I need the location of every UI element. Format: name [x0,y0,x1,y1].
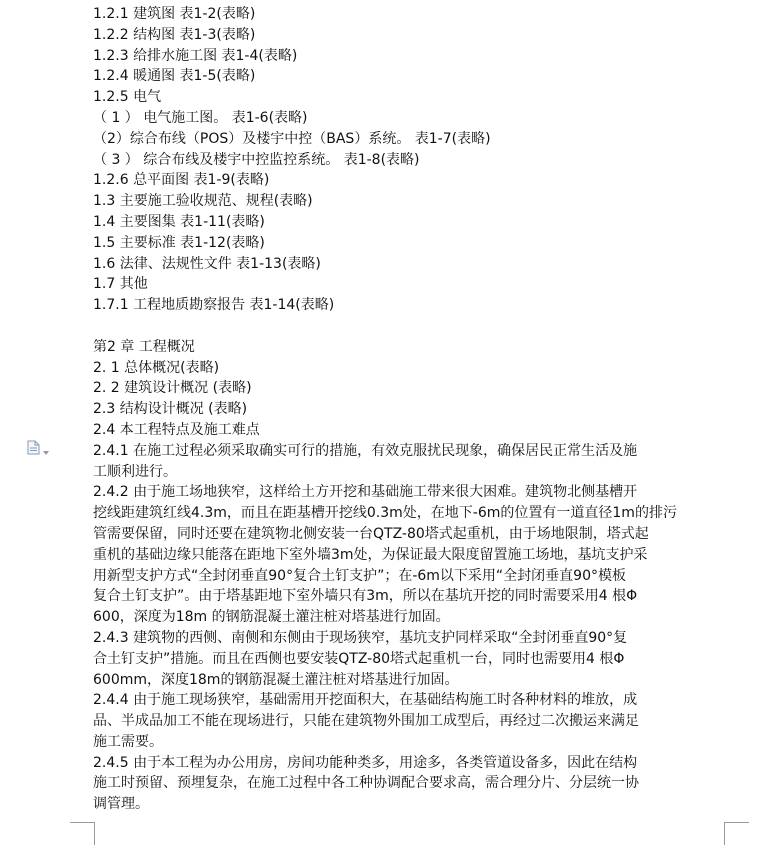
text-line: 1.4 主要图集 表1-11(表略) [93,213,265,230]
text-line: 2. 2 建筑设计概况 (表略) [93,380,252,397]
blank-line [93,316,733,337]
text-line: 1.2.2 结构图 表1-3(表略) [93,26,256,43]
text-line: 600mm，深度18m的钢筋混凝土灌注桩对塔基进行加固。 [93,671,459,688]
text-line: 1.2.4 暖通图 表1-5(表略) [93,68,256,85]
text-line: 2.4.2 由于施工场地狭窄，这样给土方开挖和基础施工带来很大困难。建筑物北侧基槽开 [93,484,638,501]
text-line: 复合土钉支护”。由于塔基距地下室外墙只有3m，所以在基坑开挖的同时需要采用4 根Φ [93,588,638,605]
text-line: 2.4.5 由于本工程为办公用房，房间功能种类多，用途多，各类管道设备多，因此在结构 [93,754,638,771]
crop-mark-left [70,822,95,845]
text-line: 600，深度为18m 的钢筋混凝土灌注桩对塔基进行加固。 [93,609,450,626]
crop-mark-right [724,822,749,845]
text-line: 重机的基础边缘只能落在距地下室外墙3m处，为保证最大限度留置施工场地，基坑支护采 [93,546,648,563]
text-line: 管需要保留，同时还要在建筑物北侧安装一台QTZ-80塔式起重机，由于场地限制，塔式起 [93,525,649,542]
text-line: 1.7 其他 [93,276,148,293]
text-line: （ 1 ） 电气施工图。 表1-6(表略) [93,109,308,126]
text-line: 调管理。 [93,796,149,813]
text-line: 合土钉支护”措施。而且在西侧也要安装QTZ-80塔式起重机一台，同时也需要用4 根Φ [93,650,625,667]
text-line: 2.3 结构设计概况 (表略) [93,401,248,418]
text-line: 1.2.6 总平面图 表1-9(表略) [93,172,270,189]
text-line: 1.2.3 给排水施工图 表1-4(表略) [93,47,298,64]
text-line: 2.4.1 在施工过程必须采取确实可行的措施，有效克服扰民现象，确保居民正常生活及施 [93,442,638,459]
text-line: 工顺利进行。 [93,463,177,480]
text-line: （ 3 ） 综合布线及楼宇中控监控系统。 表1-8(表略) [93,151,420,168]
text-line: 用新型支护方式“全封闭垂直90°复合土钉支护”；在-6m以下采用“全封闭垂直90°模板 [93,567,626,584]
text-line: 挖线距建筑红线4.3m，而且在距基槽开挖线0.3m处，在地下-6m的位置有一道直径1m的排污 [93,505,677,522]
document-icon [27,440,40,459]
document-body [93,4,733,815]
text-line: 施工时预留、预埋复杂，在施工过程中各工种协调配合要求高，需合理分片、分层统一协 [93,775,639,792]
text-line: 品、半成品加工不能在现场进行，只能在建筑物外围加工成型后，再经过二次搬运来满足 [93,713,639,730]
paragraph-marker[interactable] [27,441,57,457]
text-line: 1.5 主要标准 表1-12(表略) [93,234,265,251]
text-line: 2.4 本工程特点及施工难点 [93,421,260,438]
dropdown-arrow-icon [43,440,49,459]
text-line: 第2 章 工程概况 [93,338,195,355]
text-line: 1.3 主要施工验收规范、规程(表略) [93,193,313,210]
text-line: （2）综合布线（POS）及楼宇中控（BAS）系统。 表1-7(表略) [93,130,491,147]
text-line: 1.6 法律、法规性文件 表1-13(表略) [93,255,321,272]
text-line: 2. 1 总体概况(表略) [93,359,220,376]
text-line: 1.7.1 工程地质勘察报告 表1-14(表略) [93,297,335,314]
text-line: 2.4.3 建筑物的西侧、南侧和东侧由于现场狭窄，基坑支护同样采取“全封闭垂直90°复 [93,629,628,646]
text-line: 施工需要。 [93,733,163,750]
text-line: 1.2.1 建筑图 表1-2(表略) [93,6,256,22]
text-line: 2.4.4 由于施工现场狭窄，基础需用开挖面积大，在基础结构施工时各种材料的堆放，成 [93,692,638,709]
text-line: 1.2.5 电气 [93,89,162,106]
